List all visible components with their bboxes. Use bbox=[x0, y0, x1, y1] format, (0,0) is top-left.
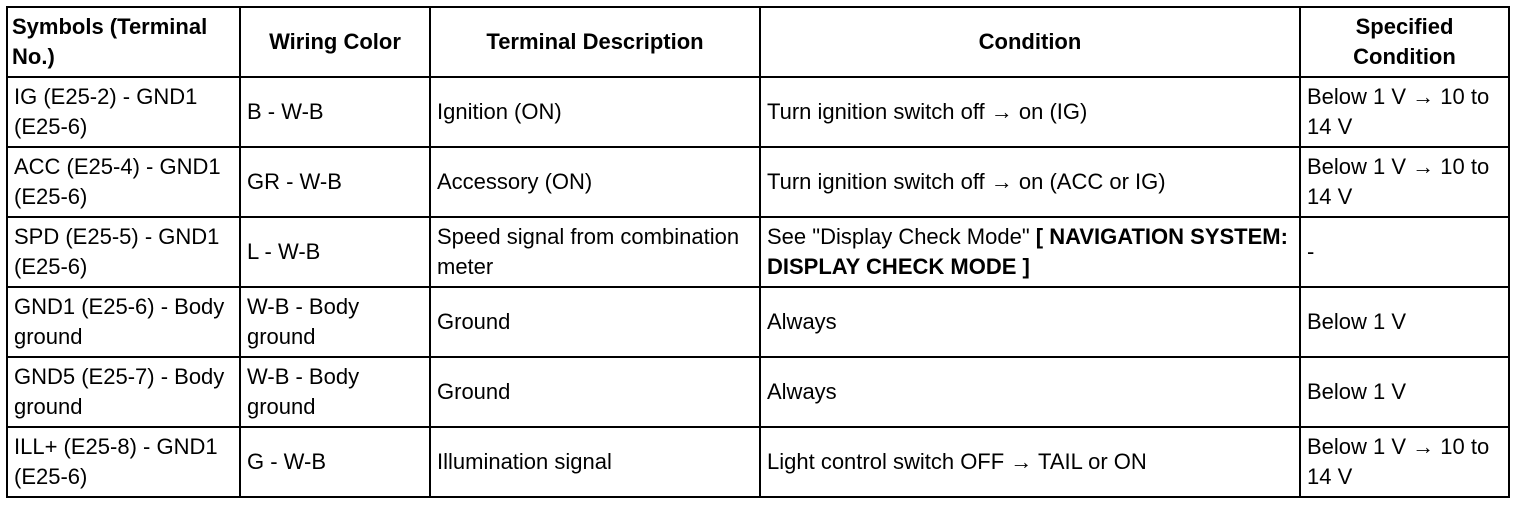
cell-description: Ground bbox=[430, 357, 760, 427]
cell-condition bbox=[760, 77, 1300, 147]
cell-specified-condition: Below 1 V bbox=[1300, 357, 1509, 427]
cell-description: Speed signal from combination meter bbox=[430, 217, 760, 287]
cell-symbol: IG (E25-2) - GND1 (E25-6) bbox=[7, 77, 240, 147]
condition-link[interactable]: [ NAVIGATION SYSTEM: DISPLAY CHECK MODE ] bbox=[767, 224, 1288, 279]
condition-text: Turn ignition switch off → on (IG) bbox=[767, 99, 1088, 124]
cell-symbol: ILL+ (E25-8) - GND1 (E25-6) bbox=[7, 427, 240, 497]
cell-description: Ignition (ON) bbox=[430, 77, 760, 147]
header-terminal-description: Terminal Description bbox=[430, 7, 760, 77]
cell-wiring-color: W-B - Body ground bbox=[240, 287, 430, 357]
cell-specified-condition: Below 1 V → 10 to 14 V bbox=[1300, 77, 1509, 147]
cell-specified-condition: Below 1 V → 10 to 14 V bbox=[1300, 427, 1509, 497]
header-wiring-color: Wiring Color bbox=[240, 7, 430, 77]
cell-condition bbox=[760, 427, 1300, 497]
table-row bbox=[7, 427, 1509, 497]
cell-condition bbox=[760, 217, 1300, 287]
header-specified-condition: Specified Condition bbox=[1300, 7, 1509, 77]
header-symbols: Symbols (Terminal No.) bbox=[7, 7, 240, 77]
condition-text: Always bbox=[767, 309, 837, 334]
cell-wiring-color: GR - W-B bbox=[240, 147, 430, 217]
cell-symbol: GND1 (E25-6) - Body ground bbox=[7, 287, 240, 357]
cell-description: Accessory (ON) bbox=[430, 147, 760, 217]
condition-text: Turn ignition switch off → on (ACC or IG) bbox=[767, 169, 1166, 194]
table-row bbox=[7, 77, 1509, 147]
condition-text: Always bbox=[767, 379, 837, 404]
cell-specified-condition: - bbox=[1300, 217, 1509, 287]
condition-text: See "Display Check Mode" bbox=[767, 224, 1036, 249]
table-row bbox=[7, 357, 1509, 427]
table-body bbox=[7, 77, 1509, 497]
condition-text: Light control switch OFF → TAIL or ON bbox=[767, 449, 1147, 474]
table-row bbox=[7, 217, 1509, 287]
table-header bbox=[7, 7, 1509, 77]
header-row bbox=[7, 7, 1509, 77]
cell-description: Illumination signal bbox=[430, 427, 760, 497]
cell-specified-condition: Below 1 V → 10 to 14 V bbox=[1300, 147, 1509, 217]
cell-symbol: GND5 (E25-7) - Body ground bbox=[7, 357, 240, 427]
cell-condition bbox=[760, 147, 1300, 217]
table-row bbox=[7, 287, 1509, 357]
cell-specified-condition: Below 1 V bbox=[1300, 287, 1509, 357]
cell-wiring-color: W-B - Body ground bbox=[240, 357, 430, 427]
cell-symbol: SPD (E25-5) - GND1 (E25-6) bbox=[7, 217, 240, 287]
table-row bbox=[7, 147, 1509, 217]
cell-description: Ground bbox=[430, 287, 760, 357]
cell-wiring-color: G - W-B bbox=[240, 427, 430, 497]
cell-condition bbox=[760, 287, 1300, 357]
cell-symbol: ACC (E25-4) - GND1 (E25-6) bbox=[7, 147, 240, 217]
cell-wiring-color: B - W-B bbox=[240, 77, 430, 147]
header-condition: Condition bbox=[760, 7, 1300, 77]
cell-wiring-color: L - W-B bbox=[240, 217, 430, 287]
terminal-spec-table bbox=[6, 6, 1510, 498]
cell-condition bbox=[760, 357, 1300, 427]
